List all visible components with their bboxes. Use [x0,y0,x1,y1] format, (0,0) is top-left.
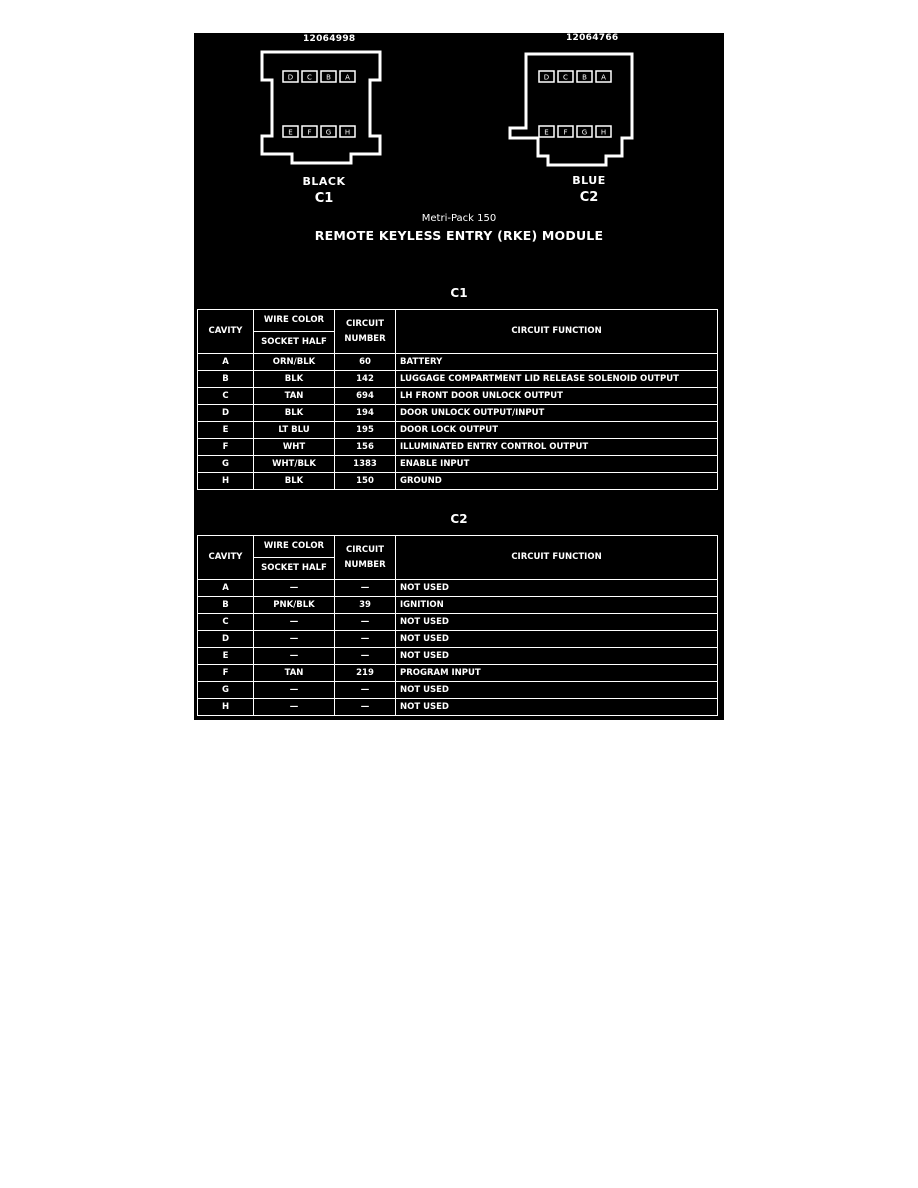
pin-label: H [600,128,607,137]
cavity-cell: A [198,580,254,597]
c2-top-pin-row [539,71,611,82]
c2-part-number: 12064766 [566,33,619,43]
c2-bottom-pin-row [539,126,611,137]
cavity-cell: E [198,648,254,665]
cavity-cell: B [198,597,254,614]
circuit-function-cell: GROUND [396,473,718,490]
table-row [198,665,718,682]
wire-color-cell: — [254,580,335,597]
header-circuit: CIRCUIT [345,318,385,329]
cavity-cell: C [198,388,254,405]
circuit-number-cell: 60 [335,354,396,371]
circuit-number-cell: 195 [335,422,396,439]
table-row [198,682,718,699]
wire-color-cell: PNK/BLK [254,597,335,614]
c2-connector-outline [508,52,636,167]
pin-label: B [582,73,587,82]
c1-connector-outline [260,50,383,165]
cavity-cell: F [198,439,254,456]
header-wire-color: WIRE COLOR [254,536,335,558]
cavity-cell: E [198,422,254,439]
cavity-cell: H [198,473,254,490]
header-number: NUMBER [344,333,386,344]
connector-diagram-panel [194,33,724,720]
circuit-function-cell: NOT USED [396,631,718,648]
wire-color-cell: TAN [254,388,335,405]
pin-label: E [288,128,293,137]
pin-label: B [326,73,331,82]
cavity-cell: G [198,682,254,699]
pin-label: E [544,128,549,137]
table-row [198,648,718,665]
wire-color-cell: — [254,614,335,631]
wire-color-cell: TAN [254,665,335,682]
table-row [198,631,718,648]
circuit-number-cell: — [335,699,396,716]
table-row [198,439,718,456]
circuit-function-cell: NOT USED [396,614,718,631]
circuit-number-cell: 694 [335,388,396,405]
pin-label: G [581,128,588,137]
pin-label: C [307,73,312,82]
c1-id: C1 [314,191,334,206]
wire-color-cell: — [254,699,335,716]
table-row [198,354,718,371]
c1-bottom-pin-row [283,126,355,137]
c2-color: BLUE [572,174,606,187]
pin-label: F [563,128,568,137]
circuit-number-cell: — [335,580,396,597]
pin-label: H [344,128,351,137]
wire-color-cell: LT BLU [254,422,335,439]
table-row [198,473,718,490]
circuit-number-cell: 142 [335,371,396,388]
c2-id: C2 [579,190,599,205]
cavity-cell: A [198,354,254,371]
wire-color-cell: BLK [254,371,335,388]
header-cavity: CAVITY [198,310,254,354]
wire-color-cell: WHT/BLK [254,456,335,473]
header-circuit: CIRCUIT [345,544,385,555]
header-wire-color: WIRE COLOR [254,310,335,332]
pin-label: D [287,73,294,82]
header-circuit-number [335,310,396,354]
cavity-cell: B [198,371,254,388]
circuit-function-cell: PROGRAM INPUT [396,665,718,682]
circuit-function-cell: IGNITION [396,597,718,614]
pin-label: A [345,73,350,82]
wire-color-cell: BLK [254,473,335,490]
pin-label: A [601,73,606,82]
circuit-function-cell: NOT USED [396,682,718,699]
c2-table-title: C2 [450,512,468,526]
table-row [198,371,718,388]
c1-table-title: C1 [450,286,468,300]
circuit-function-cell: LUGGAGE COMPARTMENT LID RELEASE SOLENOID OUTPUT [396,371,718,388]
circuit-function-cell: NOT USED [396,580,718,597]
table-row [198,456,718,473]
circuit-number-cell: 219 [335,665,396,682]
c1-top-pin-row [283,71,355,82]
pin-label: F [307,128,312,137]
header-socket-half: SOCKET HALF [254,558,335,580]
circuit-number-cell: — [335,614,396,631]
wire-color-cell: — [254,631,335,648]
circuit-number-cell: — [335,631,396,648]
circuit-number-cell: 194 [335,405,396,422]
cavity-cell: H [198,699,254,716]
cavity-cell: G [198,456,254,473]
cavity-cell: D [198,405,254,422]
cavity-cell: D [198,631,254,648]
circuit-number-cell: — [335,648,396,665]
wire-color-cell: ORN/BLK [254,354,335,371]
circuit-function-cell: BATTERY [396,354,718,371]
header-number: NUMBER [344,559,386,570]
table-row [198,405,718,422]
circuit-function-cell: LH FRONT DOOR UNLOCK OUTPUT [396,388,718,405]
c2-pinout-table [197,535,718,716]
table-row [198,699,718,716]
circuit-number-cell: 150 [335,473,396,490]
circuit-number-cell: 156 [335,439,396,456]
pin-label: C [563,73,568,82]
wire-color-cell: WHT [254,439,335,456]
circuit-number-cell: 1383 [335,456,396,473]
c1-color: BLACK [302,175,346,188]
header-circuit-number [335,536,396,580]
table-row [198,580,718,597]
pin-label: D [543,73,550,82]
circuit-number-cell: 39 [335,597,396,614]
table-row [198,614,718,631]
cavity-cell: F [198,665,254,682]
header-circuit-function: CIRCUIT FUNCTION [396,310,718,354]
table-row [198,388,718,405]
subtitle: Metri-Pack 150 [421,213,497,224]
table-row [198,597,718,614]
c2-label [554,172,624,206]
wire-color-cell: — [254,648,335,665]
main-title: REMOTE KEYLESS ENTRY (RKE) MODULE [314,228,604,243]
circuit-function-cell: DOOR UNLOCK OUTPUT/INPUT [396,405,718,422]
header-circuit-function: CIRCUIT FUNCTION [396,536,718,580]
circuit-function-cell: NOT USED [396,648,718,665]
circuit-function-cell: ILLUMINATED ENTRY CONTROL OUTPUT [396,439,718,456]
table-row [198,422,718,439]
c1-part-number: 12064998 [303,34,356,44]
wire-color-cell: — [254,682,335,699]
circuit-function-cell: ENABLE INPUT [396,456,718,473]
header-cavity: CAVITY [198,536,254,580]
header-socket-half: SOCKET HALF [254,332,335,354]
circuit-function-cell: NOT USED [396,699,718,716]
c1-pinout-table [197,309,718,490]
cavity-cell: C [198,614,254,631]
pin-label: G [325,128,332,137]
circuit-number-cell: — [335,682,396,699]
circuit-function-cell: DOOR LOCK OUTPUT [396,422,718,439]
wire-color-cell: BLK [254,405,335,422]
c1-label [289,173,359,207]
